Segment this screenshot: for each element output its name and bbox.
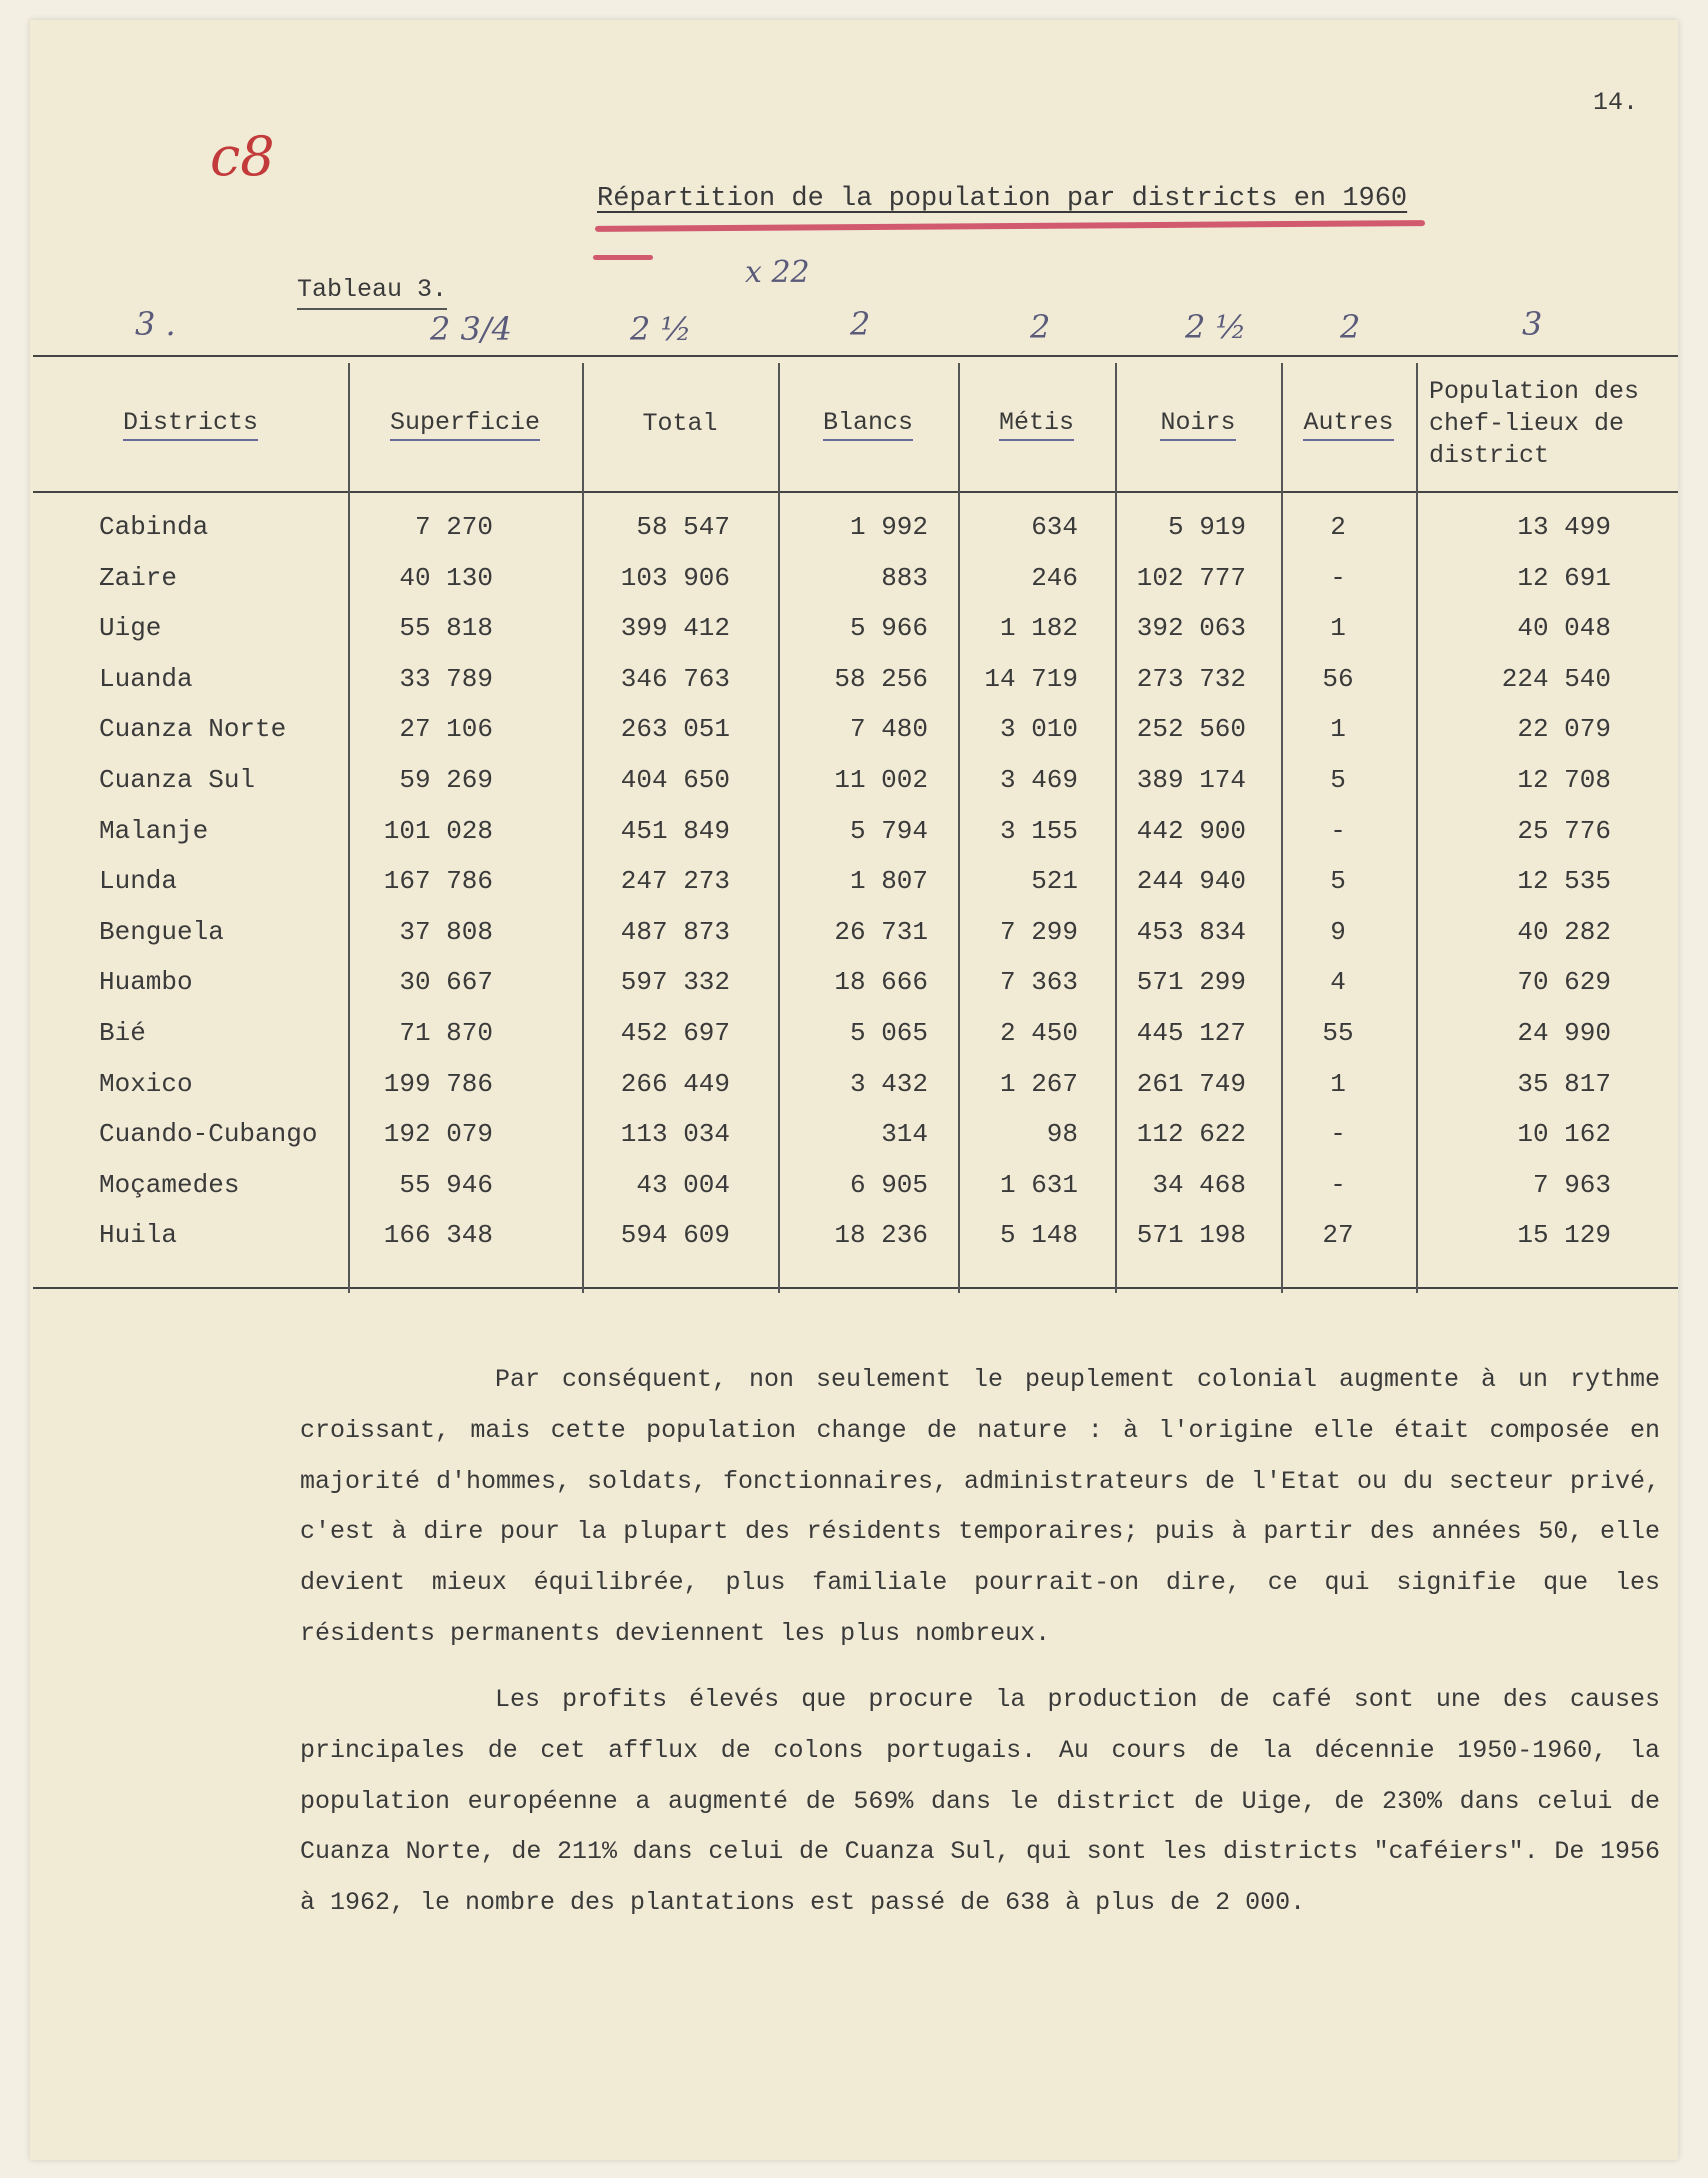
table-cell: 5 065 <box>849 1018 928 1048</box>
table-cell: 7 270 <box>414 512 493 542</box>
table-cell: 389 174 <box>1136 765 1246 795</box>
table-cell: 33 789 <box>399 663 493 694</box>
table-cell: 634 <box>1031 512 1078 542</box>
table-cell: 12 535 <box>1517 866 1611 897</box>
table-cell: 7 963 <box>1532 1169 1611 1200</box>
table-cell: 55 <box>1322 1018 1354 1048</box>
table-cell: 263 051 <box>620 714 730 745</box>
header-divider <box>33 491 1678 493</box>
table-cell: 1 267 <box>999 1068 1078 1099</box>
table-cell: 37 808 <box>399 916 493 947</box>
table-cell: 453 834 <box>1136 916 1246 947</box>
table-cell: - <box>1330 562 1346 593</box>
table-cell: 71 870 <box>399 1018 493 1048</box>
table-cell: 18 236 <box>834 1220 928 1251</box>
table-cell: 55 946 <box>399 1169 493 1200</box>
table-cell: 14 719 <box>984 663 1078 694</box>
district-name: Luanda <box>99 663 193 694</box>
table-row <box>33 553 1678 603</box>
table-cell: 5 <box>1330 866 1346 897</box>
table-cell: 1 182 <box>999 613 1078 644</box>
district-name: Benguela <box>99 916 224 947</box>
table-cell: 597 332 <box>620 967 730 998</box>
table-cell: 1 <box>1330 714 1346 745</box>
pencil-width-5: 2 ½ <box>1185 308 1247 346</box>
table-cell: 7 363 <box>999 967 1078 998</box>
table-row <box>33 654 1678 704</box>
table-cell: 98 <box>1046 1119 1078 1150</box>
table-cell: 244 940 <box>1136 866 1246 897</box>
table-cell: 101 028 <box>383 815 493 846</box>
table-cell: 1 631 <box>999 1169 1078 1200</box>
table-row <box>33 603 1678 653</box>
table-cell: 5 <box>1330 765 1346 795</box>
table-cell: 6 905 <box>849 1169 928 1200</box>
table-cell: 166 348 <box>383 1220 493 1251</box>
district-name: Cuando-Cubango <box>99 1119 318 1150</box>
table-cell: 224 540 <box>1501 663 1611 694</box>
population-table <box>33 355 1678 1289</box>
table-cell: 103 906 <box>620 562 730 593</box>
paragraph-1: Par conséquent, non seulement le peuplement colonial augmente à un rythme croissant, mais cette population change de nature : à l'origine elle était composée en majorité d'hommes, soldats, fonctionnaires, administrateurs de l'Etat ou du secteur privé, c'est à dire pour la plupart des résidents temporaires; puis à partir des années 50, elle devient mieux équilibrée, plus familiale pourrait-on dire, ce qui signifie que les résidents permanents deviennent les plus nombreux. <box>300 1365 1660 1648</box>
header-blancs: Blancs <box>778 357 958 491</box>
table-cell: 55 818 <box>399 613 493 644</box>
table-cell: 22 079 <box>1517 714 1611 745</box>
table-row <box>33 1059 1678 1109</box>
table-cell: 13 499 <box>1517 512 1611 542</box>
table-cell: 18 666 <box>834 967 928 998</box>
table-cell: 487 873 <box>620 916 730 947</box>
table-cell: 247 273 <box>620 866 730 897</box>
table-cell: 252 560 <box>1136 714 1246 745</box>
table-cell: 5 148 <box>999 1220 1078 1251</box>
table-cell: 314 <box>881 1119 928 1150</box>
table-cell: 452 697 <box>620 1018 730 1048</box>
table-cell: - <box>1330 815 1346 846</box>
table-cell: 404 650 <box>620 765 730 795</box>
table-cell: 27 <box>1322 1220 1354 1251</box>
table-row <box>33 1008 1678 1058</box>
table-cell: 5 919 <box>1167 512 1246 542</box>
table-cell: 12 691 <box>1517 562 1611 593</box>
table-cell: 25 776 <box>1517 815 1611 846</box>
table-cell: 2 450 <box>999 1018 1078 1048</box>
table-cell: 59 269 <box>399 765 493 795</box>
table-cell: 27 106 <box>399 714 493 745</box>
table-cell: 1 807 <box>849 866 928 897</box>
header-total: Total <box>642 408 718 438</box>
district-name: Zaire <box>99 562 178 593</box>
district-name: Cuanza Norte <box>99 714 287 745</box>
district-name: Bié <box>99 1018 146 1048</box>
pencil-width-1: 2 3/4 <box>430 310 513 348</box>
table-cell: 1 992 <box>849 512 928 542</box>
district-name: Cuanza Sul <box>99 765 256 795</box>
district-name: Moxico <box>99 1068 193 1099</box>
table-cell: - <box>1330 1119 1346 1150</box>
table-cell: 26 731 <box>834 916 928 947</box>
table-cell: 58 256 <box>834 663 928 694</box>
header-superficie: Superficie <box>348 357 582 491</box>
table-row <box>33 1160 1678 1210</box>
table-cell: 451 849 <box>620 815 730 846</box>
table-cell: 273 732 <box>1136 663 1246 694</box>
district-name: Malanje <box>99 815 209 846</box>
table-cell: 113 034 <box>620 1119 730 1150</box>
table-cell: 266 449 <box>620 1068 730 1099</box>
header-noirs: Noirs <box>1115 357 1281 491</box>
table-cell: 3 010 <box>999 714 1078 745</box>
table-row <box>33 957 1678 1007</box>
pencil-width-0: 3 . <box>135 305 176 343</box>
table-cell: 112 622 <box>1136 1119 1246 1150</box>
pencil-width-7: 3 <box>1522 305 1543 343</box>
district-name: Uige <box>99 613 162 644</box>
table-row <box>33 1109 1678 1159</box>
table-cell: 7 480 <box>849 714 928 745</box>
table-row <box>33 907 1678 957</box>
table-cell: 10 162 <box>1517 1119 1611 1150</box>
page-title: Répartition de la population par districts en 1960 <box>597 184 1408 214</box>
table-cell: 11 002 <box>834 765 928 795</box>
district-name: Lunda <box>99 866 178 897</box>
district-name: Moçamedes <box>99 1169 240 1200</box>
table-row <box>33 755 1678 805</box>
table-cell: 3 432 <box>849 1068 928 1099</box>
table-cell: 40 282 <box>1517 916 1611 947</box>
table-cell: 102 777 <box>1136 562 1246 593</box>
table-cell: 199 786 <box>383 1068 493 1099</box>
table-cell: 5 966 <box>849 613 928 644</box>
table-cell: 261 749 <box>1136 1068 1246 1099</box>
table-cell: 594 609 <box>620 1220 730 1251</box>
table-cell: 3 469 <box>999 765 1078 795</box>
table-row <box>33 1210 1678 1260</box>
table-cell: 399 412 <box>620 613 730 644</box>
table-cell: 70 629 <box>1517 967 1611 998</box>
header-chef-lieux: Population des chef-lieux de district <box>1429 377 1640 470</box>
table-cell: 192 079 <box>383 1119 493 1150</box>
pencil-width-2: 2 ½ <box>630 310 692 348</box>
table-cell: 40 048 <box>1517 613 1611 644</box>
table-cell: 392 063 <box>1136 613 1246 644</box>
table-row <box>33 502 1678 552</box>
paragraph-2: Les profits élevés que procure la production de café sont une des causes principales de cet afflux de colons portugais. Au cours de la décennie 1950-1960, la population européenne a augmenté de 569% dans le district de Uige, de 230% dans celui de Cuanza Norte, de 211% dans celui de Cuanza Sul, qui sont les districts "caféiers". De 1956 à 1962, le nombre des plantations est passé de 638 à plus de 2 000. <box>300 1685 1660 1918</box>
table-cell: 9 <box>1330 916 1346 947</box>
table-cell: 571 198 <box>1136 1220 1246 1251</box>
header-districts: Districts <box>33 357 348 491</box>
table-cell: 34 468 <box>1152 1169 1246 1200</box>
table-cell: 1 <box>1330 613 1346 644</box>
header-metis: Métis <box>958 357 1115 491</box>
table-cell: 24 990 <box>1517 1018 1611 1048</box>
handwritten-pencil-note: x 22 <box>745 255 810 290</box>
table-cell: 15 129 <box>1517 1220 1611 1251</box>
table-row <box>33 806 1678 856</box>
table-cell: 5 794 <box>849 815 928 846</box>
pencil-width-6: 2 <box>1340 308 1361 346</box>
table-cell: 167 786 <box>383 866 493 897</box>
table-cell: 35 817 <box>1517 1068 1611 1099</box>
header-autres: Autres <box>1281 357 1416 491</box>
handwritten-red-mark: c8 <box>210 125 275 188</box>
table-cell: 1 <box>1330 1068 1346 1099</box>
table-cell: 56 <box>1322 663 1354 694</box>
table-cell: 883 <box>881 562 928 593</box>
table-cell: 346 763 <box>620 663 730 694</box>
table-cell: 521 <box>1031 866 1078 897</box>
table-cell: 12 708 <box>1517 765 1611 795</box>
pencil-width-3: 2 <box>850 305 871 343</box>
table-cell: 40 130 <box>399 562 493 593</box>
table-cell: - <box>1330 1169 1346 1200</box>
table-cell: 58 547 <box>636 512 730 542</box>
table-cell: 3 155 <box>999 815 1078 846</box>
table-cell: 30 667 <box>399 967 493 998</box>
table-cell: 2 <box>1330 512 1346 542</box>
table-row <box>33 704 1678 754</box>
district-name: Huila <box>99 1220 178 1251</box>
table-cell: 7 299 <box>999 916 1078 947</box>
pencil-width-4: 2 <box>1030 308 1051 346</box>
table-row <box>33 856 1678 906</box>
district-name: Huambo <box>99 967 193 998</box>
table-cell: 43 004 <box>636 1169 730 1200</box>
table-cell: 442 900 <box>1136 815 1246 846</box>
page-number: 14. <box>1592 88 1638 117</box>
red-underline-mark-small <box>593 255 653 260</box>
table-cell: 246 <box>1031 562 1078 593</box>
district-name: Cabinda <box>99 512 209 542</box>
table-cell: 445 127 <box>1136 1018 1246 1048</box>
table-cell: 4 <box>1330 967 1346 998</box>
table-label: Tableau 3. <box>297 275 447 310</box>
table-cell: 571 299 <box>1136 967 1246 998</box>
